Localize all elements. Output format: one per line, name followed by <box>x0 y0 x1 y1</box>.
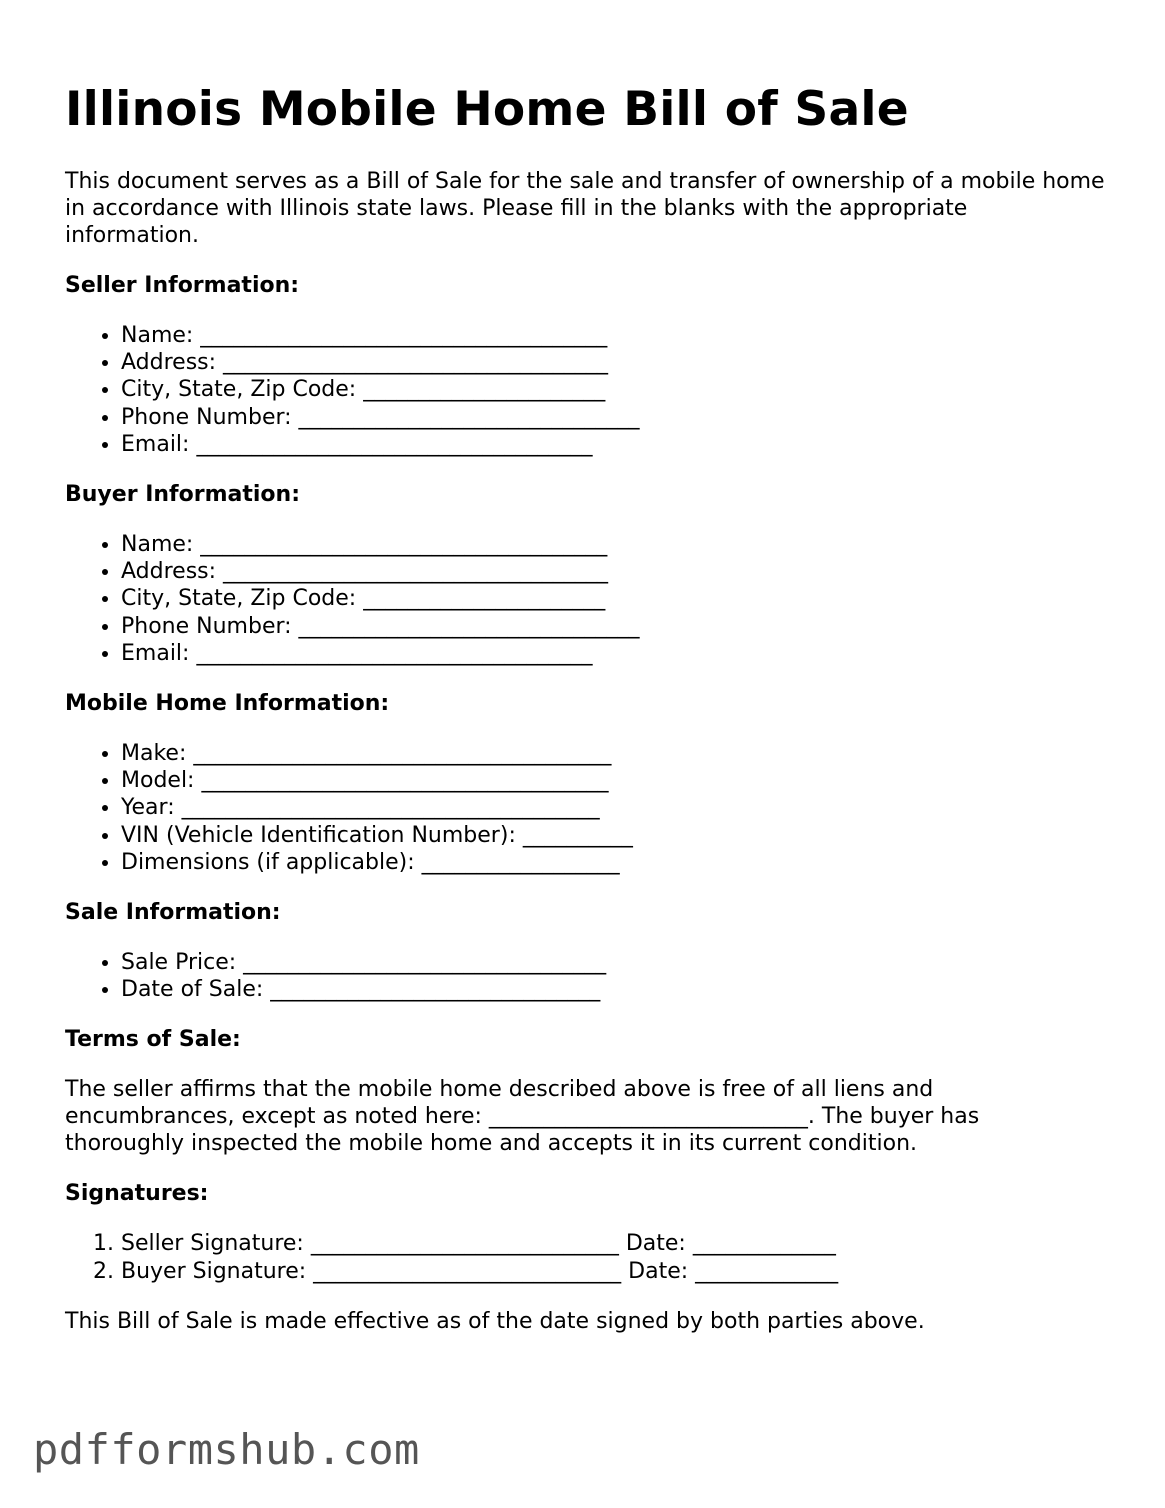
seller-signature-line: 1. Seller Signature: ____________________________ Date: _____________ <box>121 1230 1105 1257</box>
seller-city-state-zip-field: • City, State, Zip Code: ______________________ <box>121 376 1105 403</box>
mobile-home-heading: Mobile Home Information: <box>65 691 390 717</box>
signature-lines <box>65 1230 1105 1284</box>
buyer-signature-line: 2. Buyer Signature: ____________________________ Date: _____________ <box>121 1258 1105 1285</box>
intro-paragraph: This document serves as a Bill of Sale for the sale and transfer of ownership of a mobile home in accordance with Illinois state laws. Please fill in the blanks with the appropriate information. <box>65 169 1105 248</box>
model-field: • Model: _____________________________________ <box>121 767 1105 794</box>
mobile-home-fields <box>65 740 1105 876</box>
vin-field: • VIN (Vehicle Identification Number): __________ <box>121 822 1105 849</box>
sale-price-field: • Sale Price: _________________________________ <box>121 949 1105 976</box>
seller-heading: Seller Information: <box>65 273 300 298</box>
seller-name-field: • Name: _____________________________________ <box>121 322 1105 349</box>
dimensions-field: • Dimensions (if applicable): __________________ <box>121 849 1105 876</box>
sale-fields <box>65 949 1105 1003</box>
buyer-address-field: • Address: ___________________________________ <box>121 558 1105 585</box>
sale-date-field: • Date of Sale: ______________________________ <box>121 976 1105 1003</box>
buyer-email-field: • Email: ____________________________________ <box>121 640 1105 667</box>
terms-heading: Terms of Sale: <box>65 1027 241 1053</box>
buyer-heading: Buyer Information: <box>65 482 300 508</box>
document-page <box>65 78 1105 1358</box>
terms-paragraph: The seller affirms that the mobile home described above is free of all liens and encumbrances, except as noted here: _____________________________. The buyer has thoroughly inspected the mobile home and accepts it in its current condition. <box>65 1077 980 1157</box>
document-title: Illinois Mobile Home Bill of Sale <box>65 82 909 137</box>
closing-paragraph: This Bill of Sale is made effective as of the date signed by both parties above. <box>65 1308 925 1334</box>
make-field: • Make: ______________________________________ <box>121 740 1105 767</box>
buyer-phone-field: • Phone Number: _______________________________ <box>121 613 1105 640</box>
seller-address-field: • Address: ___________________________________ <box>121 349 1105 376</box>
sale-heading: Sale Information: <box>65 900 281 926</box>
watermark: pdfformshub.com <box>33 1425 420 1474</box>
buyer-fields <box>65 531 1105 667</box>
buyer-name-field: • Name: _____________________________________ <box>121 531 1105 558</box>
seller-fields <box>65 322 1105 458</box>
year-field: • Year: ______________________________________ <box>121 794 1105 821</box>
buyer-city-state-zip-field: • City, State, Zip Code: ______________________ <box>121 585 1105 612</box>
seller-email-field: • Email: ____________________________________ <box>121 431 1105 458</box>
signatures-heading: Signatures: <box>65 1181 209 1207</box>
seller-phone-field: • Phone Number: _______________________________ <box>121 404 1105 431</box>
